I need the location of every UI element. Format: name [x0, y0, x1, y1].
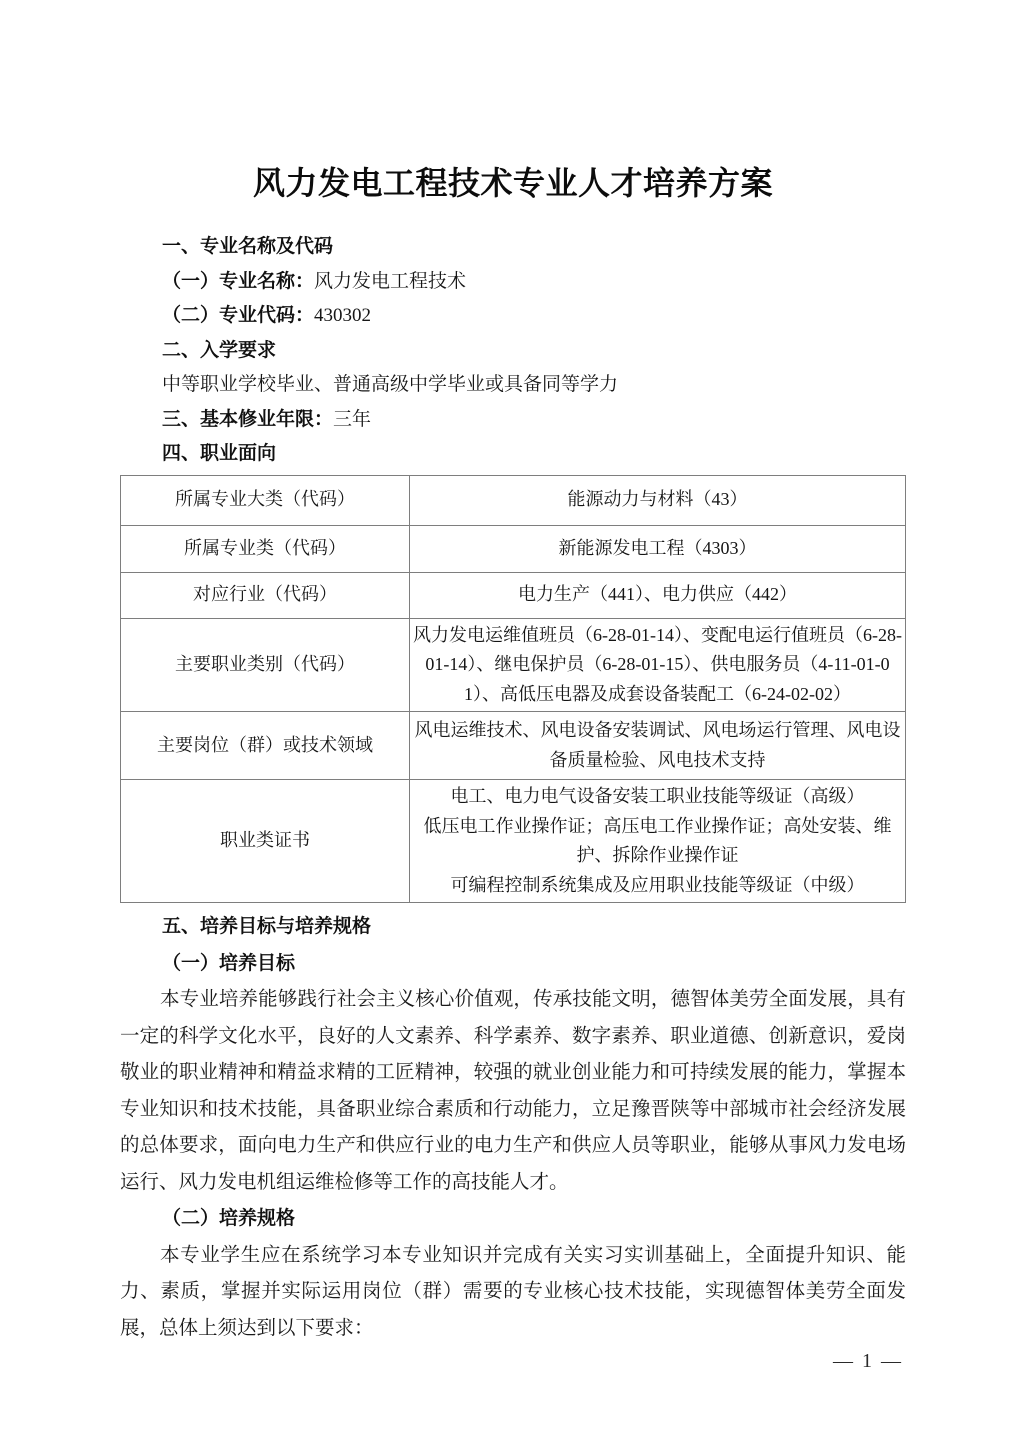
major-code-value: 430302	[314, 305, 372, 326]
study-duration-label: 三、基本修业年限：	[162, 408, 334, 430]
table-row	[121, 475, 906, 525]
heading-section-1: 一、专业名称及代码	[162, 236, 334, 257]
table-row	[121, 712, 906, 780]
table-row-label: 对应行业（代码）	[121, 572, 410, 618]
page-title: 风力发电工程技术专业人才培养方案	[252, 165, 773, 201]
major-code-label: （二）专业代码：	[162, 305, 315, 326]
page-number: — 1 —	[833, 1350, 903, 1372]
heading-section-4: 四、职业面向	[162, 443, 277, 464]
table-row-label: 主要职业类别（代码）	[121, 618, 410, 712]
table-row-value: 能源动力与材料（43）	[410, 475, 906, 525]
major-name-label: （一）专业名称：	[162, 270, 315, 292]
certificate-line: 电工、电力电气设备安装工职业技能等级证（高级）	[450, 786, 865, 806]
table-row-label: 所属专业类（代码）	[121, 525, 410, 572]
table-row-value	[410, 780, 906, 903]
subheading-objective: （一）培养目标	[162, 952, 296, 974]
heading-section-2: 二、入学要求	[162, 339, 277, 361]
table-row	[121, 525, 906, 572]
career-orientation-table	[120, 475, 906, 904]
table-row	[121, 572, 906, 618]
certificate-line: 低压电工作业操作证；高压电工作业操作证；高处安装、维护、拆除作业操作证	[423, 815, 892, 865]
major-name-value: 风力发电工程技术	[314, 270, 467, 292]
table-row-value: 风力发电运维值班员（6-28-01-14）、变配电运行值班员（6-28-01-14）、继电保护员（6-28-01-15）、供电服务员（4-11-01-01）、高低压电器及成套设备装配工（6-24-02-02）	[410, 618, 906, 712]
major-code-line	[120, 299, 906, 334]
study-duration-line	[120, 403, 906, 438]
document-content	[120, 0, 906, 1347]
major-name-line	[120, 265, 906, 300]
intro-section	[120, 230, 906, 472]
heading-section-5: 五、培养目标与培养规格	[162, 916, 372, 937]
table-row-label: 主要岗位（群）或技术领域	[121, 712, 410, 780]
table-row-label: 所属专业大类（代码）	[121, 475, 410, 525]
certificate-line: 可编程控制系统集成及应用职业技能等级证（中级）	[450, 874, 865, 895]
table-row-value: 新能源发电工程（4303）	[410, 525, 906, 572]
table-row-label: 职业类证书	[121, 780, 410, 903]
objective-paragraph: 本专业培养能够践行社会主义核心价值观，传承技能文明，德智体美劳全面发展，具有一定的科学文化水平，良好的人文素养、科学素养、数字素养、职业道德、创新意识，爱岗敬业的职业精神和精益求精的工匠精神，较强的就业创业能力和可持续发展的能力，掌握本专业知识和技术技能，具备职业综合素质和行动能力，立足豫晋陕等中部城市社会经济发展的总体要求，面向电力生产和供应行业的电力生产和供应人员等职业，能够从事风力发电场运行、风力发电机组运维检修等工作的高技能人才。	[120, 989, 906, 1193]
entry-requirement-text: 中等职业学校毕业、普通高级中学毕业或具备同等学力	[162, 374, 619, 395]
training-section	[120, 909, 906, 1347]
subheading-spec: （二）培养规格	[162, 1208, 296, 1229]
table-row	[121, 780, 906, 903]
table-row-value: 风电运维技术、风电设备安装调试、风电场运行管理、风电设备质量检验、风电技术支持	[410, 712, 906, 780]
spec-paragraph: 本专业学生应在系统学习本专业知识并完成有关实习实训基础上，全面提升知识、能力、素质，掌握并实际运用岗位（群）需要的专业核心技术技能，实现德智体美劳全面发展，总体上须达到以下要求：	[120, 1244, 906, 1339]
table-row	[121, 618, 906, 712]
study-duration-value: 三年	[333, 408, 372, 430]
table-row-value: 电力生产（441）、电力供应（442）	[410, 572, 906, 618]
